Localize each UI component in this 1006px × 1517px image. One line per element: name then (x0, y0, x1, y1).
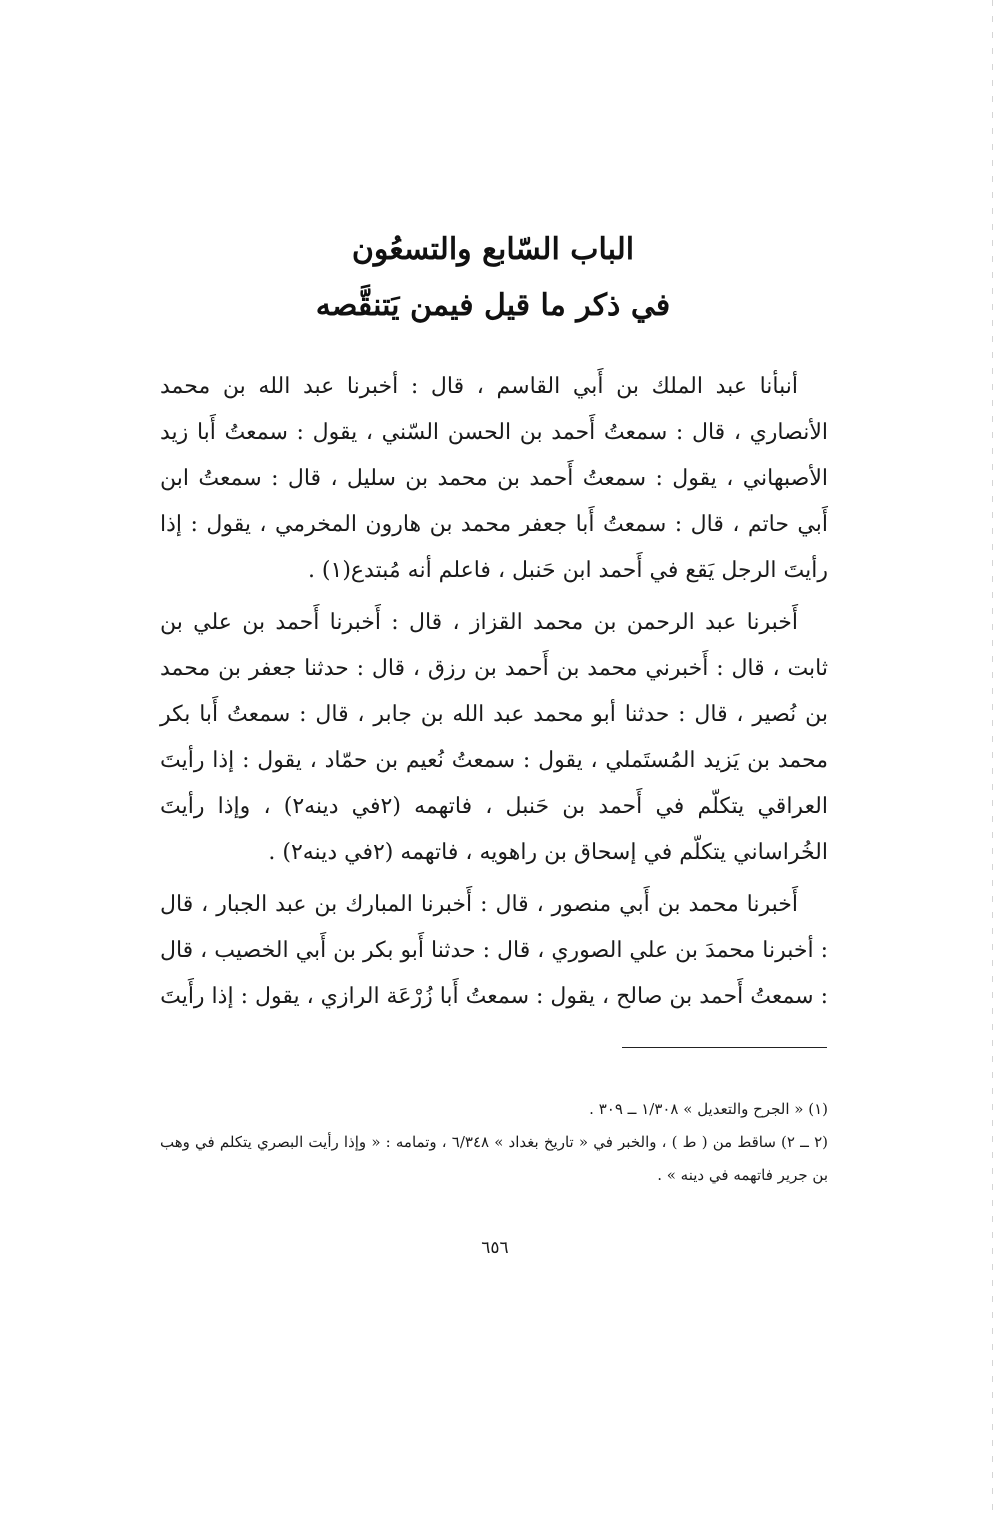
footnote-1: (١) « الجرح والتعديل » ١/٣٠٨ ــ ٣٠٩ . (589, 1100, 828, 1118)
scan-edge-mark (992, 0, 993, 1517)
chapter-title: الباب السّابع والتسعُون (351, 232, 635, 267)
footnotes (160, 1093, 828, 1192)
chapter-subtitle: في ذكر ما قيل فيمن يَتنقَّصه (315, 288, 671, 323)
paragraph-1: أنبأنا عبد الملك بن أَبي القاسم ، قال : أخبرنا عبد الله بن محمد الأنصاري ، قال : سمعتُ أَحمد بن الحسن السّني ، يقول : سمعتُ أَبا زيد الأصبهاني ، يقول : سمعتُ أَحمد بن محمد بن سليل ، قال : سمعتُ ابن أَبي حاتم ، قال : سمعتُ أَبا جعفر محمد بن هارون المخرمي ، يقول : إذا رأيتَ الرجل يَقع في أَحمد ابن حَنبل ، فاعلم أنه مُبتدع(١) . (160, 374, 828, 583)
main-text (160, 364, 828, 1026)
footnote-separator (622, 1047, 827, 1048)
page-number: ٦٥٦ (481, 1238, 509, 1258)
paragraph-2: أَخبرنا عبد الرحمن بن محمد القزاز ، قال : أَخبرنا أَحمد بن علي بن ثابت ، قال : أَخبرني محمد بن أَحمد بن رزق ، قال : حدثنا جعفر بن محمد بن نُصير ، قال : حدثنا أبو محمد عبد الله بن جابر ، قال : سمعتُ أَبا بكر محمد بن يَزيد المُستَملي ، يقول : سمعتُ نُعيم بن حمّاد ، يقول : إذا رأيتَ العراقي يتكلّم في أَحمد بن حَنبل ، فاتهمه (٢في دينه٢) ، وإذا رأيتَ الخُراساني يتكلّم في إسحاق بن راهويه ، فاتهمه (٢في دينه٢) . (160, 610, 829, 865)
footnote-2: (٢ ــ ٢) ساقط من ( ط ) ، والخبر في « تاريخ بغداد » ٦/٣٤٨ ، وتمامه : « وإذا رأيت البصري يتكلم في وهب بن جرير فاتهمه في دينه » . (160, 1133, 829, 1184)
chapter-heading (160, 222, 826, 334)
paragraph-3: أَخبرنا محمد بن أَبي منصور ، قال : أَخبرنا المبارك بن عبد الجبار ، قال : أخبرنا محمدَ بن علي الصوري ، قال : حدثنا أَبو بكر بن أَبي الخصيب ، قال : سمعتُ أَحمد بن صالح ، يقول : سمعتُ أَبا زُرْعَة الرازي ، يقول : إذا رأَيتَ (159, 892, 828, 1009)
